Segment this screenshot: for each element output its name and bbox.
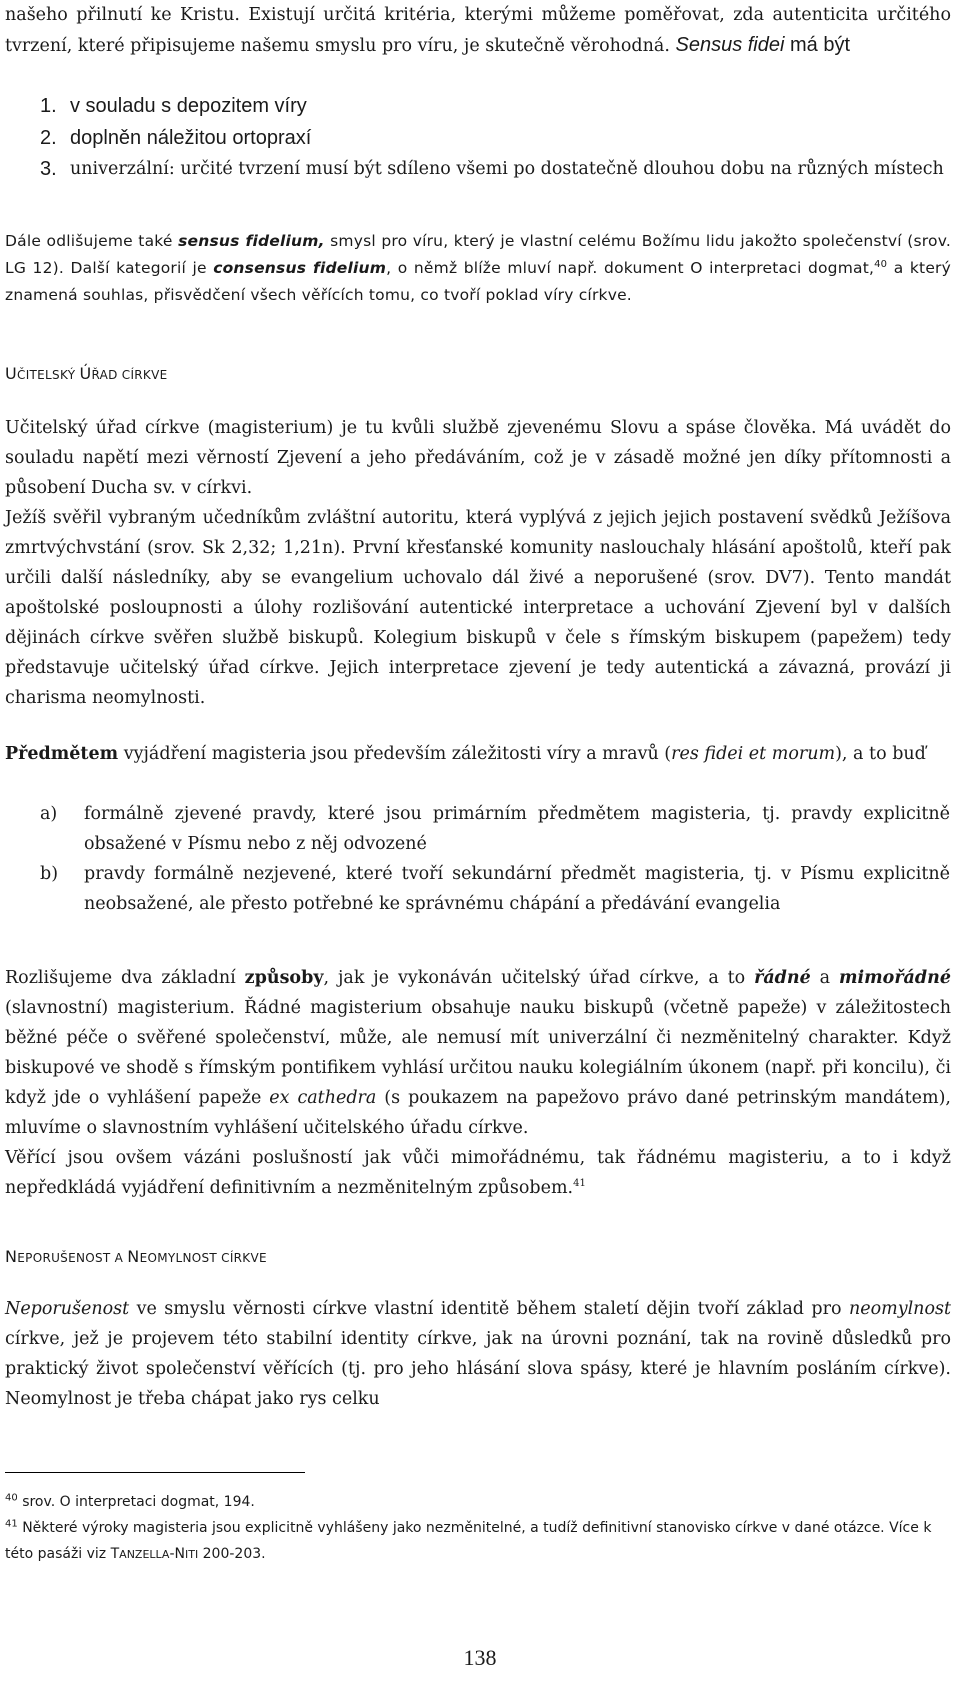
footnote-ref-40[interactable]: 40 — [874, 258, 888, 270]
object-paragraph: Předmětem vyjádření magisteria jsou především záležitosti víry a mravů (res fidei et morum), a to buď — [5, 744, 926, 764]
section-heading-infallibility: NEPORUŠENOST A NEOMYLNOST CÍRKVE — [5, 1247, 267, 1266]
list-item: 2. doplněn náležitou ortopraxí — [40, 127, 312, 149]
zpusoby-term: způsoby — [244, 968, 324, 988]
intro-text: našeho přilnutí ke Kristu. Existují určitá kritéria, kterými můžeme poměřovat, zda autenticita určitého tvrzení, které připisujeme našemu smyslu pro víru, je skutečně věrohodná. — [5, 5, 951, 56]
list-item: b) pravdy formálně nezjevené, které tvoří sekundární předmět magisteria, tj. v Písmu explicitně neobsažené, ale přesto potřebné ke správnému chápání a předávání evangelia — [40, 864, 950, 914]
res-fidei-term: res fidei et morum — [671, 744, 836, 764]
mimoradne-term: mimořádné — [838, 968, 951, 988]
footnote-40: $^{40}$ srov. O interpretaci dogmat, 194. — [5, 1492, 255, 1510]
infallibility-paragraph: Neporušenost ve smyslu věrnosti církve vlastní identitě během staletí dějin tvoří základ pro neomylnost církve, jež je projevem této stabilní identity církve, jak na úrovni poznání, tak na rovině důsledků pro praktický život společenství věřících (tj. pro jeho hlásání slova spásy, které je hlavním posláním církve). Neomylnost je třeba chápat jako rys celku — [5, 1299, 951, 1409]
magisterium-paragraph-2: Ježíš svěřil vybraným učedníkům zvláštní autoritu, která vyplývá z jejich jejich postavení svědků Ježíšova zmrtvýchvstání (srov. Sk 2,32; 1,21n). První křesťanské komunity naslouchaly hlásání apoštolů, kteří pak určili další následníky, aby se evangelium uchovalo dál živé a neporušené (srov. DV7). Tento mandát apoštolské posloupnosti a úlohy rozlišování autentické interpretace a uchování Zjevení byl v dalších dějinách církve svěřen službě biskupů. Kolegium biskupů v čele s římským biskupem (papežem) tedy představuje učitelský úřad církve. Jejich interpretace zjevení je tedy autentická a závazná, provází ji charisma neomylnosti. — [5, 508, 951, 708]
ex-cathedra-term: ex cathedra — [269, 1088, 377, 1108]
criteria-list — [40, 90, 950, 184]
intro-tail: má být — [784, 34, 851, 56]
consensus-fidelium-term: consensus fidelium — [213, 259, 387, 277]
predmetem-term: Předmětem — [5, 744, 119, 764]
list-item: 3. univerzální: určité tvrzení musí být sdíleno všemi po dostatečně dlouhou dobu na různých místech — [40, 158, 944, 180]
neomylnost-term: neomylnost — [848, 1299, 951, 1319]
neporusenost-term: Neporušenost — [5, 1299, 130, 1319]
section-heading-magisterium: UČITELSKÝ ÚŘAD CÍRKVE — [5, 364, 168, 383]
intro-paragraph — [5, 0, 951, 61]
modes-paragraph-2: Věřící jsou ovšem vázáni poslušností jak vůči mimořádnému, tak řádnému magisteriu, a to i když nepředkládá vyjádření definitivním a nezměnitelným způsobem.$^{41}$ — [5, 1148, 951, 1198]
footnote-41: $^{41}$ Některé výroky magisteria jsou explicitně vyhlášeny jako nezměnitelné, a tudíž definitivní stanovisko církve v dané otázce. Více k této pasáži viz TANZELLA-NITI 200-203. — [5, 1518, 932, 1562]
list-item: a) formálně zjevené pravdy, které jsou primárním předmětem magisteria, tj. pravdy explicitně obsažené v Písmu nebo z něj odvozené — [40, 804, 950, 854]
footnote-ref-41[interactable]: 41 — [573, 1178, 586, 1190]
object-list — [40, 799, 950, 919]
sensus-fidei-term: Sensus fidei — [675, 34, 785, 56]
magisterium-paragraph-1: Učitelský úřad církve (magisterium) je tu kvůli službě zjevenému Slovu a spáse člověka. Má uvádět do souladu napětí mezi věrností Zjevení a jeho předáváním, což je v zásadě možné jen díky přítomnosti a působení Ducha sv. v církvi. — [5, 418, 951, 498]
modes-paragraph: Rozlišujeme dva základní způsoby, jak je vykonáván učitelský úřad církve, a to řádné a mimořádné (slavnostní) magisterium. Řádné magisterium obsahuje nauku biskupů (včetně papeže) v záležitostech běžné péče o svěřené společenství, může, ale nemusí mít univerzální či nezměnitelný charakter. Když biskupové ve shodě s římským pontifikem vyhlásí určitou nauku kolegiálním úkonem (např. při koncilu), či když jde o vyhlášení papeže ex cathedra (s poukazem na papežovo právo dané petrinským mandátem), mluvíme o slavnostním vyhlášení učitelského úřadu církve. — [5, 968, 951, 1138]
radne-term: řádné — [754, 968, 811, 988]
page-number: 138 — [463, 1645, 497, 1670]
footnote-divider — [5, 1472, 305, 1473]
fidelium-paragraph: Dále odlišujeme také sensus fidelium, smysl pro víru, který je vlastní celému Božímu lidu jakožto společenství (srov. LG 12). Další kategorií je consensus fidelium, o němž blíže mluví např. dokument O interpretaci dogmat,$^{40}$ a který znamená souhlas, přisvědčení všech věřících tomu, co tvoří poklad víry církve. — [5, 232, 952, 304]
list-item: 1. v souladu s depozitem víry — [40, 95, 307, 117]
sensus-fidelium-term: sensus fidelium, — [178, 232, 325, 250]
